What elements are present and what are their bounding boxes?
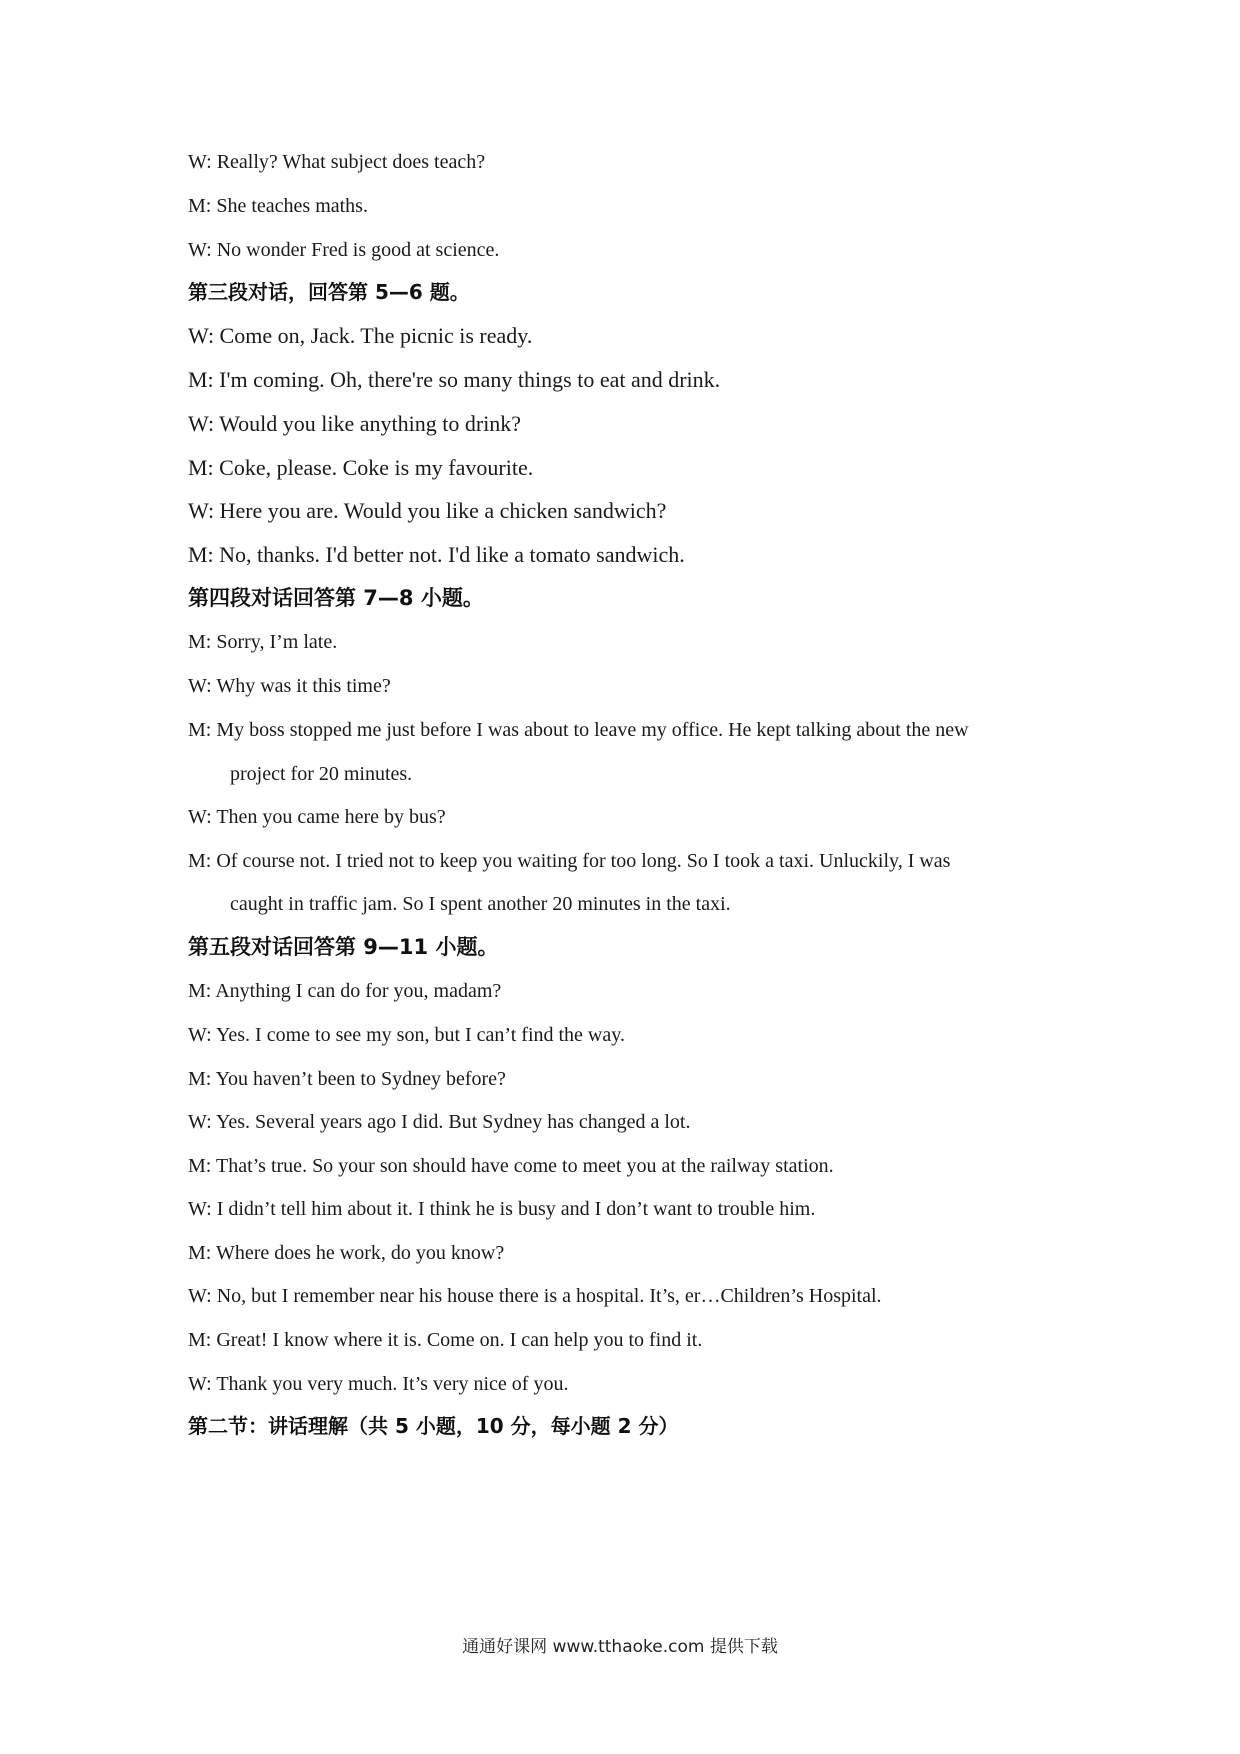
page-footer: 通通好课网 www.tthaoke.com 提供下载	[462, 1637, 778, 1657]
dialogue-line: W: I didn’t tell him about it. I think he is busy and I don’t want to trouble him.	[188, 1198, 816, 1220]
dialogue-line: W: Yes. I come to see my son, but I can’t find the way.	[188, 1024, 625, 1046]
dialogue-line: W: Come on, Jack. The picnic is ready.	[188, 323, 533, 348]
dialogue-line: W: No wonder Fred is good at science.	[188, 239, 500, 261]
dialogue-line: M: Where does he work, do you know?	[188, 1242, 505, 1264]
dialogue-line: W: Here you are. Would you like a chicken sandwich?	[188, 498, 667, 523]
section-heading: 第二节：讲话理解（共 5 小题，10 分，每小题 2 分）	[188, 1414, 679, 1438]
dialogue-line: W: Why was it this time?	[188, 675, 391, 697]
dialogue-line: W: Would you like anything to drink?	[188, 411, 522, 436]
dialogue-line-continuation: caught in traffic jam. So I spent another 20 minutes in the taxi.	[230, 893, 731, 915]
dialogue-line: M: Coke, please. Coke is my favourite.	[188, 455, 534, 480]
dialogue-line: M: I'm coming. Oh, there're so many things to eat and drink.	[188, 367, 721, 392]
section-heading: 第五段对话回答第 9—11 小题。	[188, 935, 499, 959]
dialogue-line: M: My boss stopped me just before I was about to leave my office. He kept talking about the new	[188, 719, 969, 741]
dialogue-line: M: Anything I can do for you, madam?	[188, 980, 502, 1002]
dialogue-line: W: Yes. Several years ago I did. But Sydney has changed a lot.	[188, 1111, 691, 1133]
dialogue-line: M: Sorry, I’m late.	[188, 631, 338, 653]
dialogue-line: M: Of course not. I tried not to keep you waiting for too long. So I took a taxi. Unluckily, I was	[188, 850, 951, 872]
dialogue-line: W: Really? What subject does teach?	[188, 151, 486, 173]
section-heading: 第四段对话回答第 7—8 小题。	[188, 586, 484, 610]
dialogue-line: M: She teaches maths.	[188, 195, 368, 217]
dialogue-line: W: No, but I remember near his house there is a hospital. It’s, er…Children’s Hospital.	[188, 1285, 882, 1307]
dialogue-line: M: That’s true. So your son should have come to meet you at the railway station.	[188, 1155, 834, 1177]
dialogue-line: W: Then you came here by bus?	[188, 806, 446, 828]
dialogue-line: M: No, thanks. I'd better not. I'd like a tomato sandwich.	[188, 542, 685, 567]
dialogue-line: W: Thank you very much. It’s very nice of you.	[188, 1373, 569, 1395]
dialogue-line: M: You haven’t been to Sydney before?	[188, 1068, 506, 1090]
section-heading: 第三段对话，回答第 5—6 题。	[188, 280, 470, 304]
dialogue-line-continuation: project for 20 minutes.	[230, 763, 413, 785]
dialogue-line: M: Great! I know where it is. Come on. I can help you to find it.	[188, 1329, 703, 1351]
